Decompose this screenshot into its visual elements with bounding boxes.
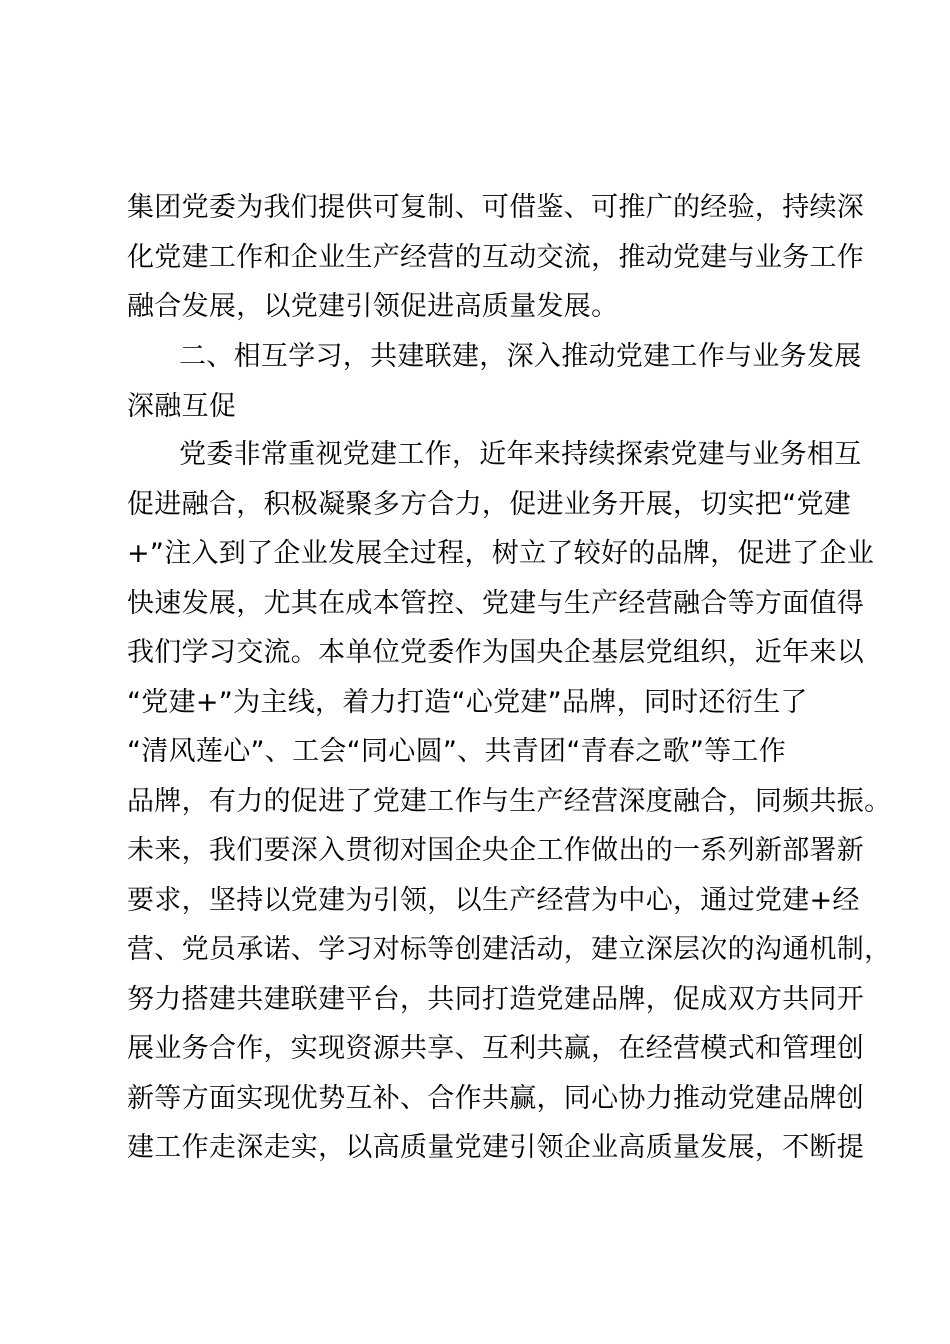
text-line: “清风莲心”、工会“同心圆”、共青团“青春之歌”等工作 <box>127 736 787 767</box>
heading-line: 深融互促 <box>127 390 237 422</box>
heading-line: 二、相互学习，共建联建，深入推动党建工作与业务发展 <box>179 341 862 372</box>
text-line: +”注入到了企业发展全过程，树立了较好的品牌，促进了企业 <box>127 538 875 569</box>
paragraph-continuation <box>127 183 865 332</box>
text-line: 营、党员承诺、学习对标等创建活动，建立深层次的沟通机制， <box>127 934 892 965</box>
text-line: “党建+”为主线，着力打造“心党建”品牌，同时还衍生了 <box>127 686 808 718</box>
text-line: 新等方面实现优势互补、合作共赢，同心协力推动党建品牌创 <box>127 1082 865 1114</box>
text-line: 融合发展，以党建引领促进高质量发展。 <box>127 291 619 322</box>
body-paragraph <box>127 430 892 1173</box>
text-line: 未来，我们要深入贯彻对国企央企工作做出的一系列新部署新 <box>127 835 865 866</box>
text-line: 我们学习交流。本单位党委作为国央企基层党组织，近年来以 <box>127 637 865 668</box>
text-line: 努力搭建共建联建平台，共同打造党建品牌，促成双方共同开 <box>127 983 865 1015</box>
text-line: 化党建工作和企业生产经营的互动交流，推动党建与业务工作 <box>127 241 865 273</box>
text-line: 促进融合，积极凝聚多方合力，促进业务开展，切实把“党建 <box>127 488 852 520</box>
text-line: 集团党委为我们提供可复制、可借鉴、可推广的经验，持续深 <box>127 192 865 223</box>
text-line: 展业务合作，实现资源共享、互利共赢，在经营模式和管理创 <box>127 1033 865 1064</box>
text-line: 要求，坚持以党建为引领，以生产经营为中心，通过党建+经 <box>127 884 860 916</box>
text-line: 党委非常重视党建工作，近年来持续探索党建与业务相互 <box>179 439 862 470</box>
section-heading <box>127 332 862 431</box>
text-line: 建工作走深走实，以高质量党建引领企业高质量发展，不断提 <box>127 1132 865 1163</box>
text-line: 快速发展，尤其在成本管控、党建与生产经营融合等方面值得 <box>127 587 865 619</box>
text-line: 品牌，有力的促进了党建工作与生产经营深度融合，同频共振。 <box>127 785 892 817</box>
